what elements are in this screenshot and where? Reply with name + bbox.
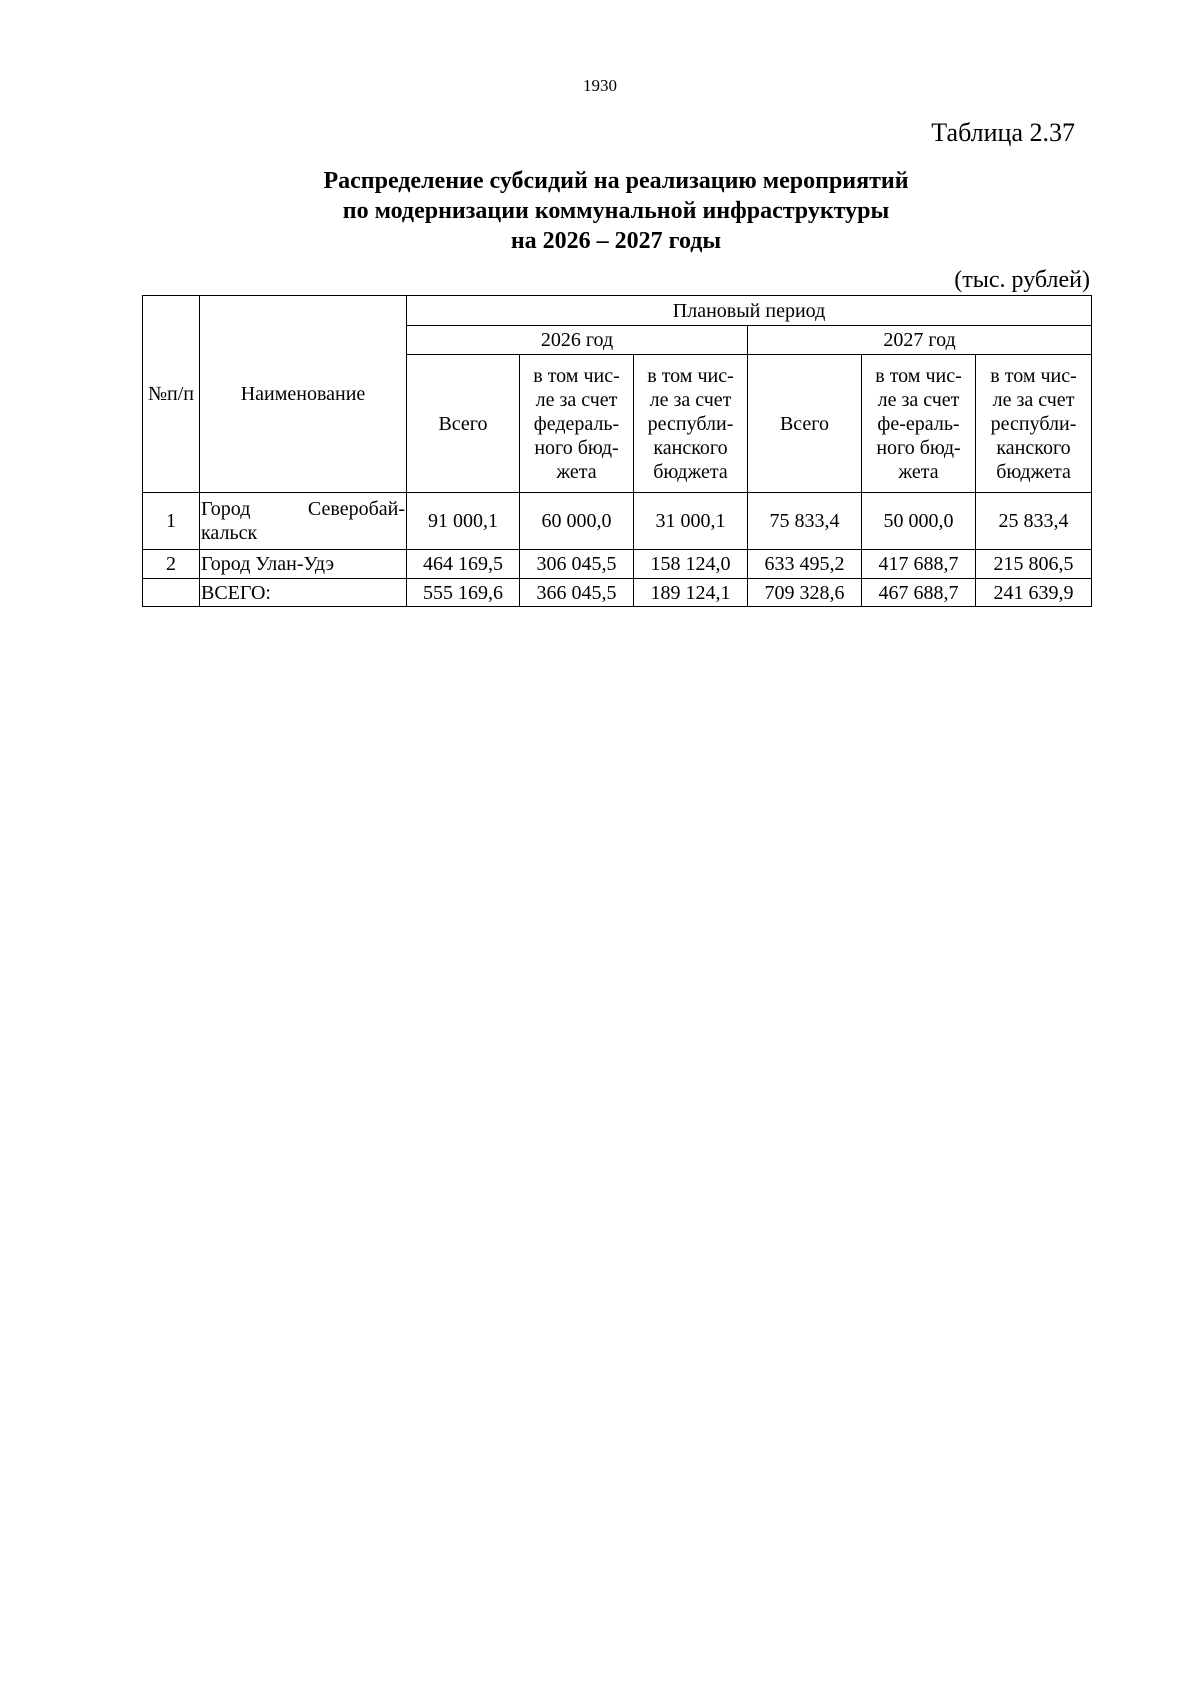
header-year-2027: 2027 год [748,326,1092,355]
header-year-2026: 2026 год [407,326,748,355]
table-number: Таблица 2.37 [931,118,1075,147]
cell-2027-federal: 50 000,0 [862,493,976,550]
header-2027-republic-line: канского [996,436,1071,459]
units-label: (тыс. рублей) [954,267,1090,293]
row-num: 1 [143,493,200,550]
total-2026-total: 555 169,6 [407,579,520,607]
cell-2026-republic: 158 124,0 [634,550,748,579]
table-row [143,493,1092,550]
subsidy-table [142,295,1092,607]
header-2027-federal-line: в том чис- [875,364,962,387]
row-name [200,493,407,550]
header-2027-republic-line: в том чис- [990,364,1077,387]
header-2027-federal-line: фе-ераль- [877,412,960,435]
header-2026-republic-line: республи- [647,412,734,435]
header-planned-period: Плановый период [407,296,1092,326]
table-row [143,550,1092,579]
total-label: ВСЕГО: [200,579,407,607]
header-2027-republic-line: ле за счет [992,388,1075,411]
header-name: Наименование [200,296,407,493]
title-line-3: на 2026 – 2027 годы [510,228,722,254]
header-2026-federal-line: жета [556,460,597,483]
header-num: №п/п [143,296,200,493]
header-2027-federal [862,355,976,493]
page-number: 1930 [583,76,617,95]
cell-2026-republic: 31 000,1 [634,493,748,550]
title-line-2: по модернизации коммунальной инфраструктуры [342,198,890,224]
header-2027-total: Всего [748,355,862,493]
header-2027-republic [976,355,1092,493]
cell-2027-federal: 417 688,7 [862,550,976,579]
total-2027-total: 709 328,6 [748,579,862,607]
header-2026-republic-line: бюджета [653,460,728,483]
total-num [143,579,200,607]
row-name: Город Улан-Удэ [200,550,407,579]
header-2026-federal-line: в том чис- [533,364,620,387]
document-title [142,166,1090,256]
row-name-word: Северобай- [307,498,405,520]
header-2027-republic-line: бюджета [996,460,1071,483]
header-2026-federal-line: ле за счет [535,388,618,411]
total-2027-republic: 241 639,9 [976,579,1092,607]
row-name-word: Город [201,498,251,520]
header-2027-federal-line: ного бюд- [876,436,961,459]
cell-2027-total: 633 495,2 [748,550,862,579]
header-2026-federal-line: ного бюд- [534,436,619,459]
title-line-1: Распределение субсидий на реализацию мероприятий [323,168,909,194]
row-name-line: кальск [201,522,258,544]
table-total-row [143,579,1092,607]
header-2026-federal-line: федераль- [533,412,620,435]
header-2027-federal-line: ле за счет [877,388,960,411]
total-2027-federal: 467 688,7 [862,579,976,607]
header-2026-republic-line: канского [653,436,728,459]
header-2026-federal [520,355,634,493]
header-2027-republic-line: республи- [990,412,1077,435]
total-2026-federal: 366 045,5 [520,579,634,607]
row-num: 2 [143,550,200,579]
row-name-line [201,497,405,521]
cell-2026-federal: 60 000,0 [520,493,634,550]
cell-2026-federal: 306 045,5 [520,550,634,579]
cell-2027-total: 75 833,4 [748,493,862,550]
header-row-1 [143,296,1092,326]
cell-2027-republic: 215 806,5 [976,550,1092,579]
cell-2026-total: 91 000,1 [407,493,520,550]
header-2026-republic-line: в том чис- [647,364,734,387]
header-2027-federal-line: жета [898,460,939,483]
total-2026-republic: 189 124,1 [634,579,748,607]
header-2026-republic [634,355,748,493]
header-2026-total: Всего [407,355,520,493]
header-2026-republic-line: ле за счет [649,388,732,411]
cell-2027-republic: 25 833,4 [976,493,1092,550]
cell-2026-total: 464 169,5 [407,550,520,579]
